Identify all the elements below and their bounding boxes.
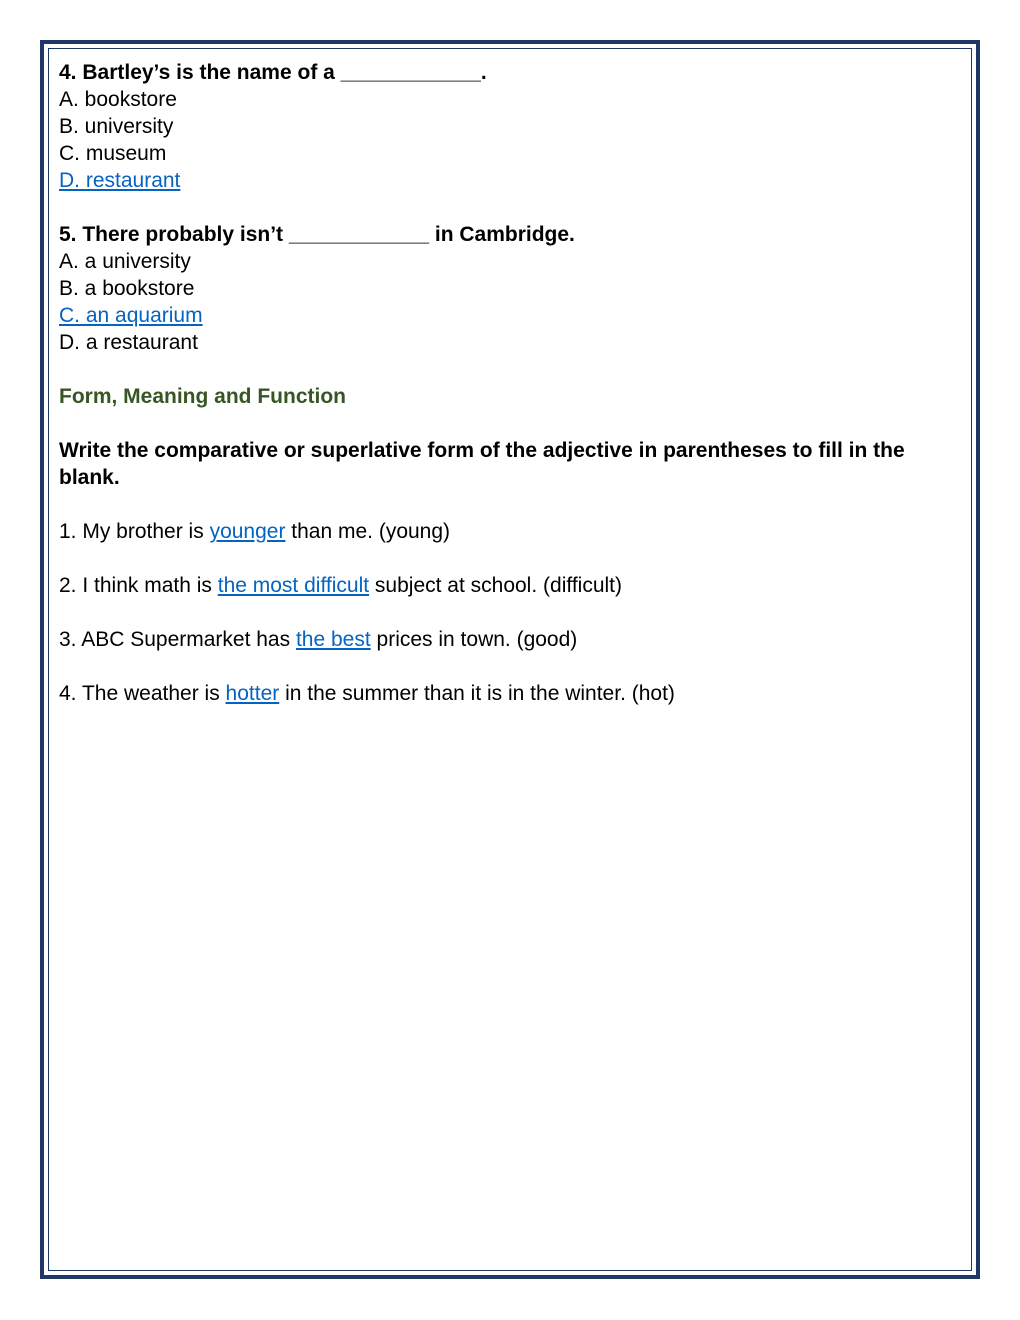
sentence-2: [59, 572, 964, 599]
sentence-2-before: 2. I think math is: [59, 574, 218, 597]
spacer: [59, 410, 964, 437]
sentence-2-answer: the most difficult: [217, 574, 370, 597]
spacer: [59, 545, 964, 572]
sentence-4-after: in the summer than it is in the winter. (hot): [279, 682, 675, 705]
q5-option-c-answer: C. an aquarium: [59, 304, 203, 327]
section-heading: Form, Meaning and Function: [59, 385, 346, 408]
spacer: [59, 599, 964, 626]
sentence-1: [59, 518, 964, 545]
spacer: [59, 653, 964, 680]
q5-option-a: A. a university: [59, 250, 191, 273]
sentence-3-before: 3. ABC Supermarket has: [59, 628, 296, 651]
sentence-2-after: subject at school. (difficult): [369, 574, 622, 597]
sentence-1-before: 1. My brother is: [59, 520, 210, 543]
spacer: [59, 194, 964, 221]
q4-option-d-answer: D. restaurant: [59, 169, 181, 192]
question-4: 4. Bartley’s is the name of a ____________.: [59, 61, 487, 84]
q5-option-b: B. a bookstore: [59, 277, 195, 300]
sentence-4-before: 4. The weather is: [59, 682, 226, 705]
question-5: 5. There probably isn’t ____________ in Cambridge.: [59, 223, 575, 246]
sentence-3: [59, 626, 964, 653]
q4-option-c: C. museum: [59, 142, 167, 165]
sentence-3-answer: the best: [295, 628, 371, 651]
sentence-4-answer: hotter: [225, 682, 280, 705]
section-instruction: Write the comparative or superlative form of the adjective in parentheses to fill in the blank.: [59, 439, 905, 489]
spacer: [59, 356, 964, 383]
q5-option-d: D. a restaurant: [59, 331, 198, 354]
spacer: [59, 491, 964, 518]
sentence-1-after: than me. (young): [285, 520, 451, 543]
sentence-1-answer: younger: [209, 520, 286, 543]
sentence-3-after: prices in town. (good): [370, 628, 578, 651]
q4-option-a: A. bookstore: [59, 88, 177, 111]
worksheet-content: [59, 59, 964, 707]
q4-option-b: B. university: [59, 115, 174, 138]
sentence-4: [59, 680, 964, 707]
